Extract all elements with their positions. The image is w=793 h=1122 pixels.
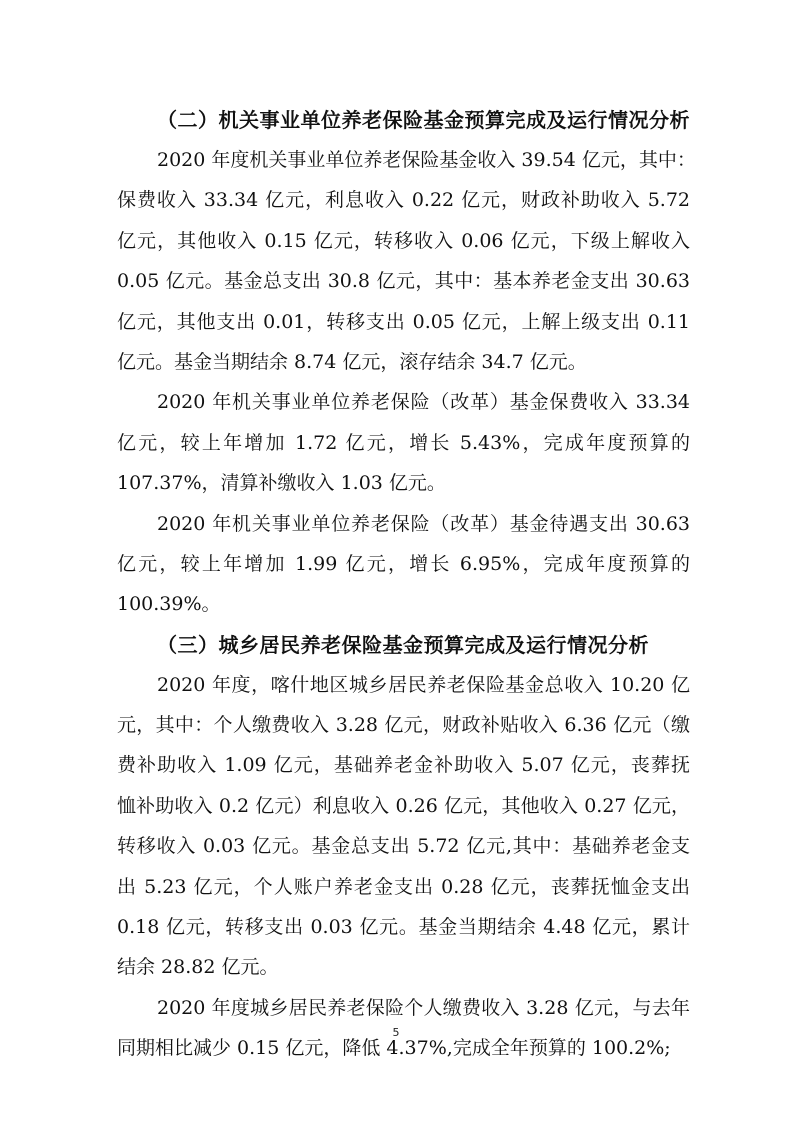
text-line: 100.39%。 (117, 593, 221, 616)
text-line: 结余 28.82 亿元。 (117, 956, 279, 979)
text-line: 亿元。基金当期结余 8.74 亿元，滚存结余 34.7 亿元。 (117, 350, 587, 373)
text-line: 亿元，其他收入 0.15 亿元，转移收入 0.06 亿元，下级上解收入 (117, 229, 690, 252)
text-line: 转移收入 0.03 亿元。基金总支出 5.72 亿元,其中：基础养老金支 (117, 835, 690, 858)
text-line: 元，其中：个人缴费收入 3.28 亿元，财政补贴收入 6.36 亿元（缴 (117, 714, 690, 737)
paragraph-institution-benefit-expenditure (117, 504, 690, 625)
section-heading-resident-pension: （三）城乡居民养老保险基金预算完成及运行情况分析 (157, 632, 649, 657)
text-line: 亿元，其他支出 0.01，转移支出 0.05 亿元，上解上级支出 0.11 (117, 310, 690, 333)
page-number: 5 (392, 1026, 400, 1039)
text-line: 2020 年度机关事业单位养老保险基金收入 39.54 亿元，其中： (157, 149, 696, 171)
paragraph-resident-fund-summary (117, 665, 690, 988)
text-line: 亿元，较上年增加 1.99 亿元，增长 6.95%，完成年度预算的 (117, 552, 690, 575)
text-line: 2020 年机关事业单位养老保险（改革）基金待遇支出 30.63 (157, 512, 690, 535)
page-content (117, 100, 696, 1069)
text-line: 出 5.23 亿元，个人账户养老金支出 0.28 亿元，丧葬抚恤金支出 (117, 875, 690, 898)
text-line: 亿元，较上年增加 1.72 亿元，增长 5.43%，完成年度预算的 (117, 431, 690, 454)
text-line: 保费收入 33.34 亿元，利息收入 0.22 亿元，财政补助收入 5.72 (117, 189, 690, 212)
text-line: 0.05 亿元。基金总支出 30.8 亿元，其中：基本养老金支出 30.63 (117, 270, 690, 293)
paragraph-institution-premium-income (117, 382, 690, 503)
paragraph-institution-fund-summary (117, 140, 696, 382)
text-line: 107.37%，清算补缴收入 1.03 亿元。 (117, 472, 446, 495)
text-line: 2020 年度城乡居民养老保险个人缴费收入 3.28 亿元，与去年 (157, 996, 690, 1019)
text-line: 同期相比减少 0.15 亿元，降低 4.37%,完成全年预算的 100.2%; (117, 1037, 671, 1060)
text-line: 0.18 亿元，转移支出 0.03 亿元。基金当期结余 4.48 亿元，累计 (117, 916, 690, 939)
text-line: 恤补助收入 0.2 亿元）利息收入 0.26 亿元，其他收入 0.27 亿元， (117, 794, 690, 817)
section-heading-institution-pension: （二）机关事业单位养老保险基金预算完成及运行情况分析 (157, 108, 690, 132)
text-line: 2020 年机关事业单位养老保险（改革）基金保费收入 33.34 (157, 391, 690, 414)
text-line: 费补助收入 1.09 亿元，基础养老金补助收入 5.07 亿元，丧葬抚 (117, 754, 690, 777)
text-line: 2020 年度，喀什地区城乡居民养老保险基金总收入 10.20 亿 (157, 673, 690, 696)
